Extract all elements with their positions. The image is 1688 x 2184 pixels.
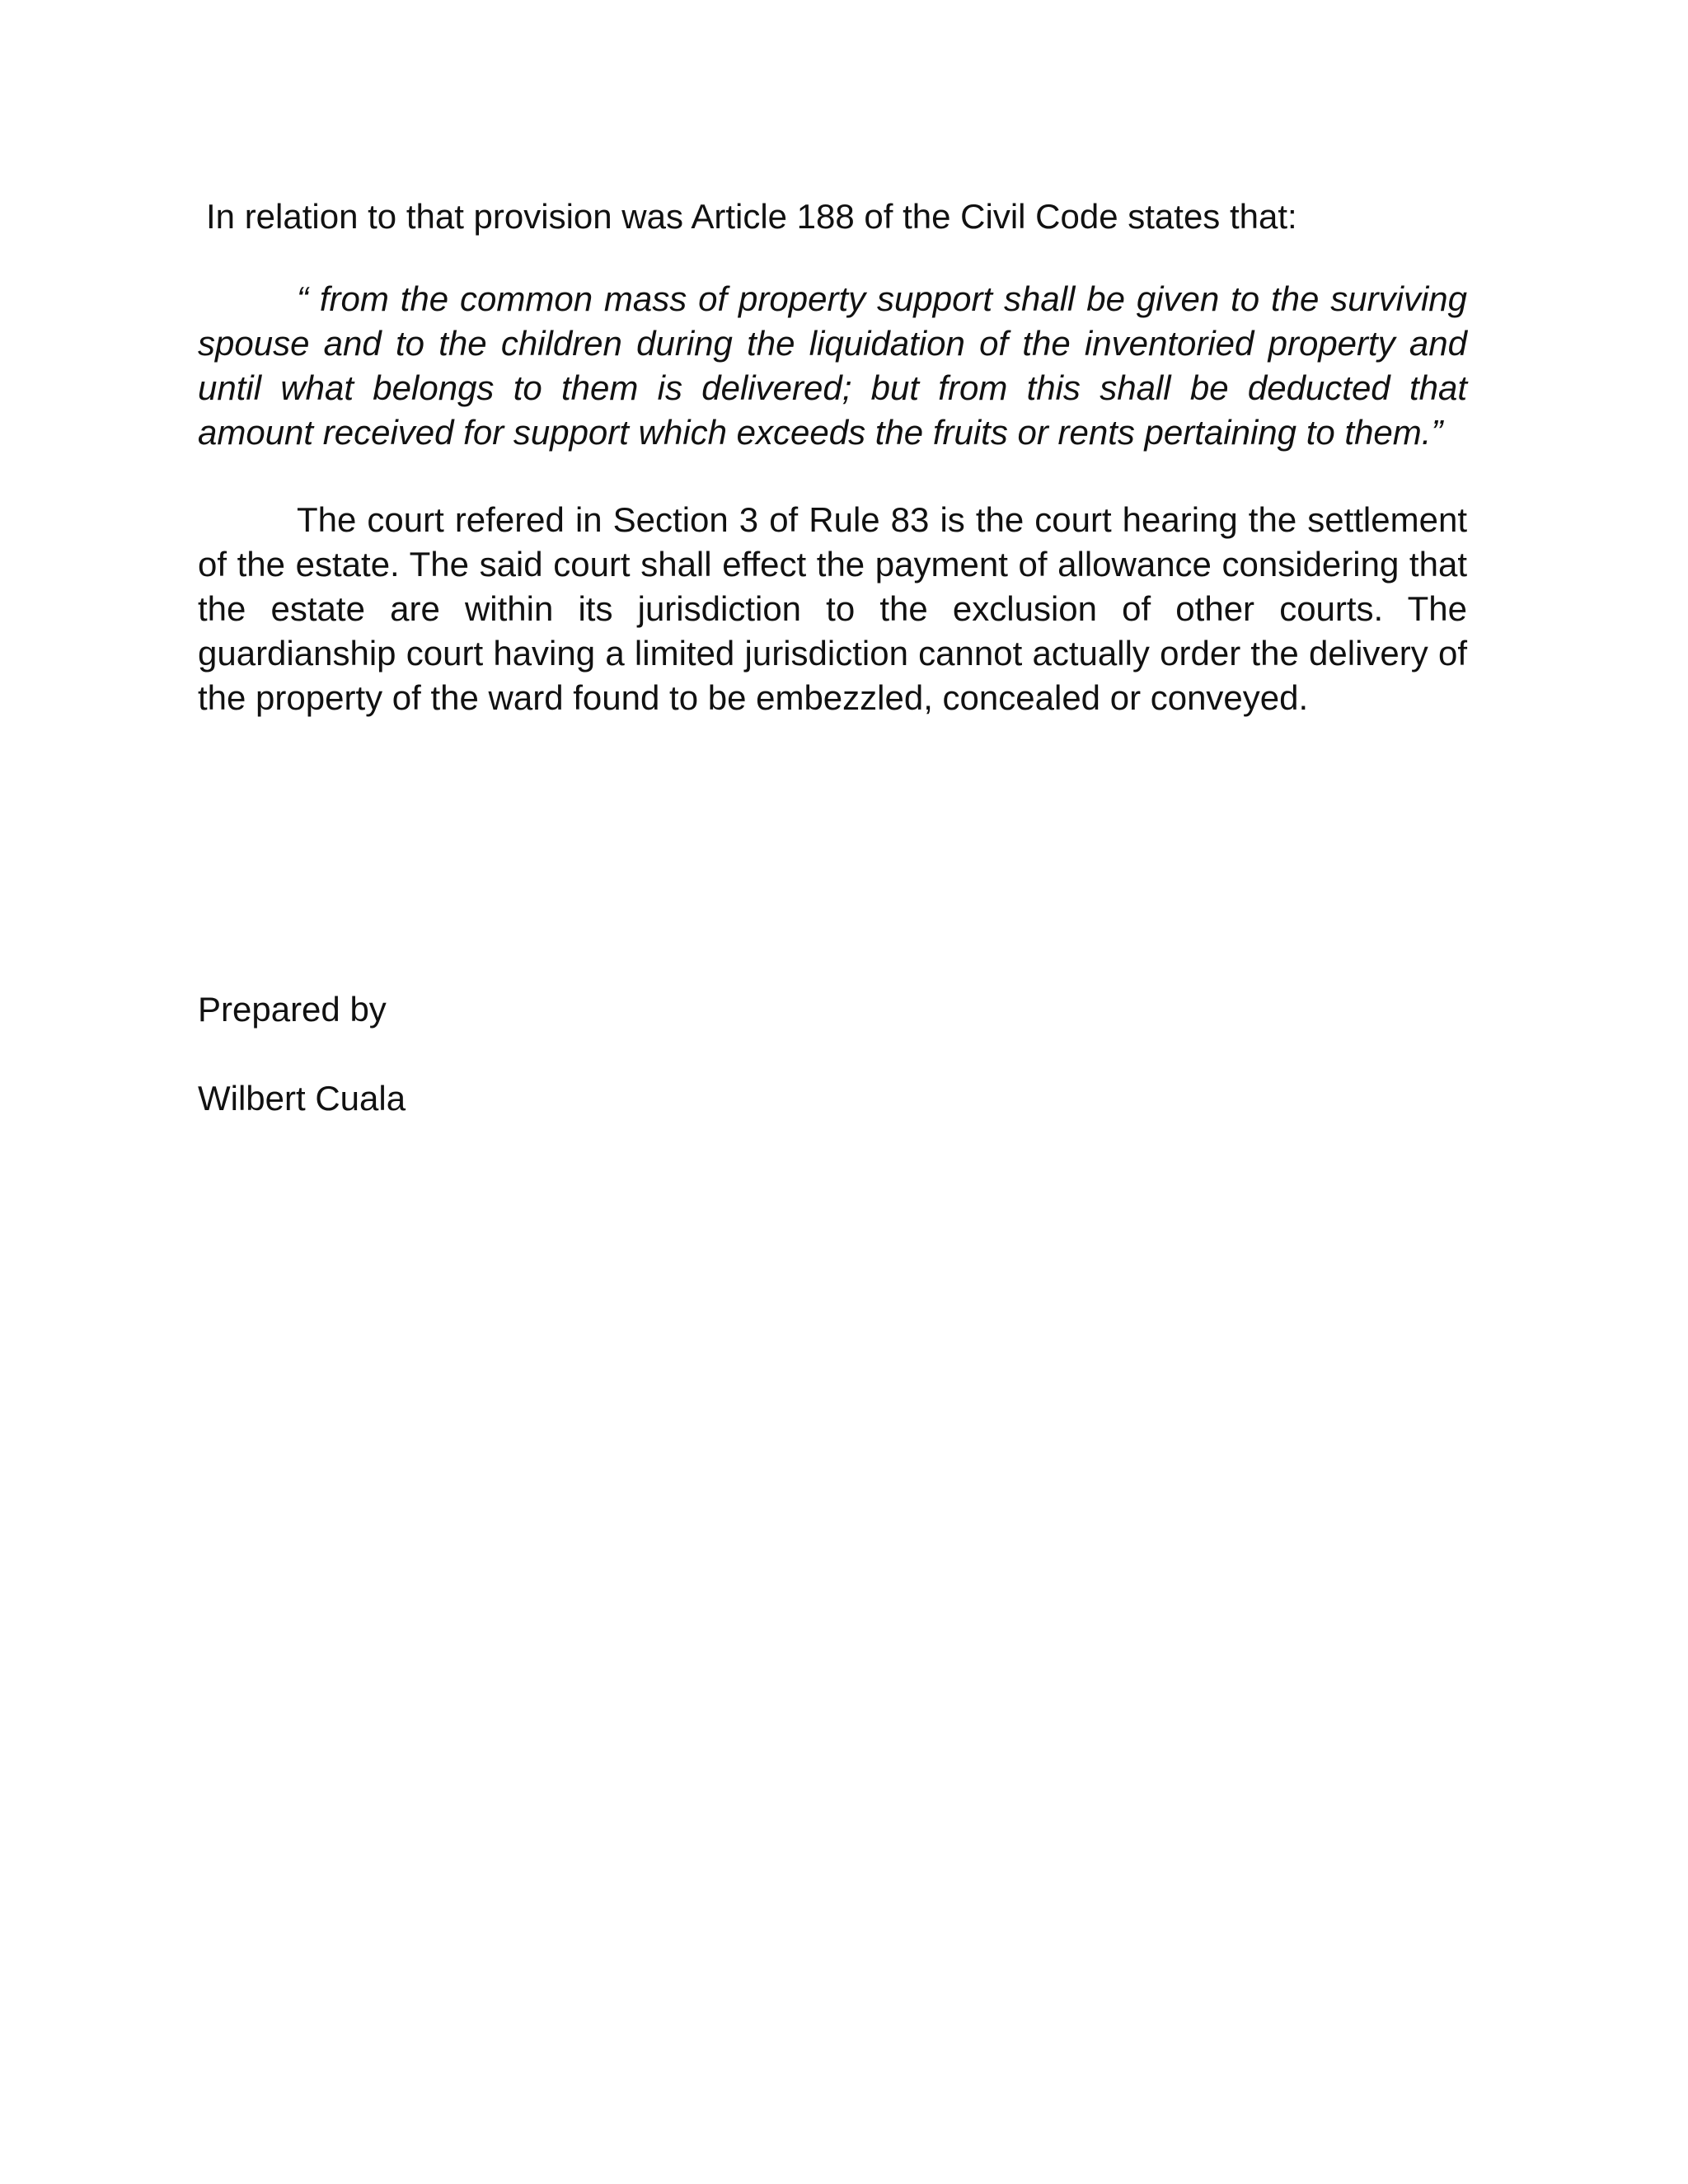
document-body (198, 194, 1467, 720)
article-188-quotation: “ from the common mass of property support shall be given to the surviving spouse and to the children during the liquidation of the inventoried property and until what belongs to them is delivered; but from this shall be deducted that amount received for support which exceeds the fruits or rents pertaining to them.” (198, 279, 1467, 452)
prepared-by-label: Prepared by (198, 990, 387, 1029)
intro-sentence: In relation to that provision was Article 188 of the Civil Code states that: (206, 197, 1297, 236)
author-name: Wilbert Cuala (198, 1079, 406, 1118)
explanation-paragraph: The court refered in Section 3 of Rule 83 is the court hearing the settlement of the estate. The said court shall effect the payment of allowance considering that the estate are within its jurisdiction to the exclusion of other courts. The guardianship court having a limited jurisdiction cannot actually order the delivery of the property of the ward found to be embezzled, concealed or conveyed. (198, 500, 1467, 717)
